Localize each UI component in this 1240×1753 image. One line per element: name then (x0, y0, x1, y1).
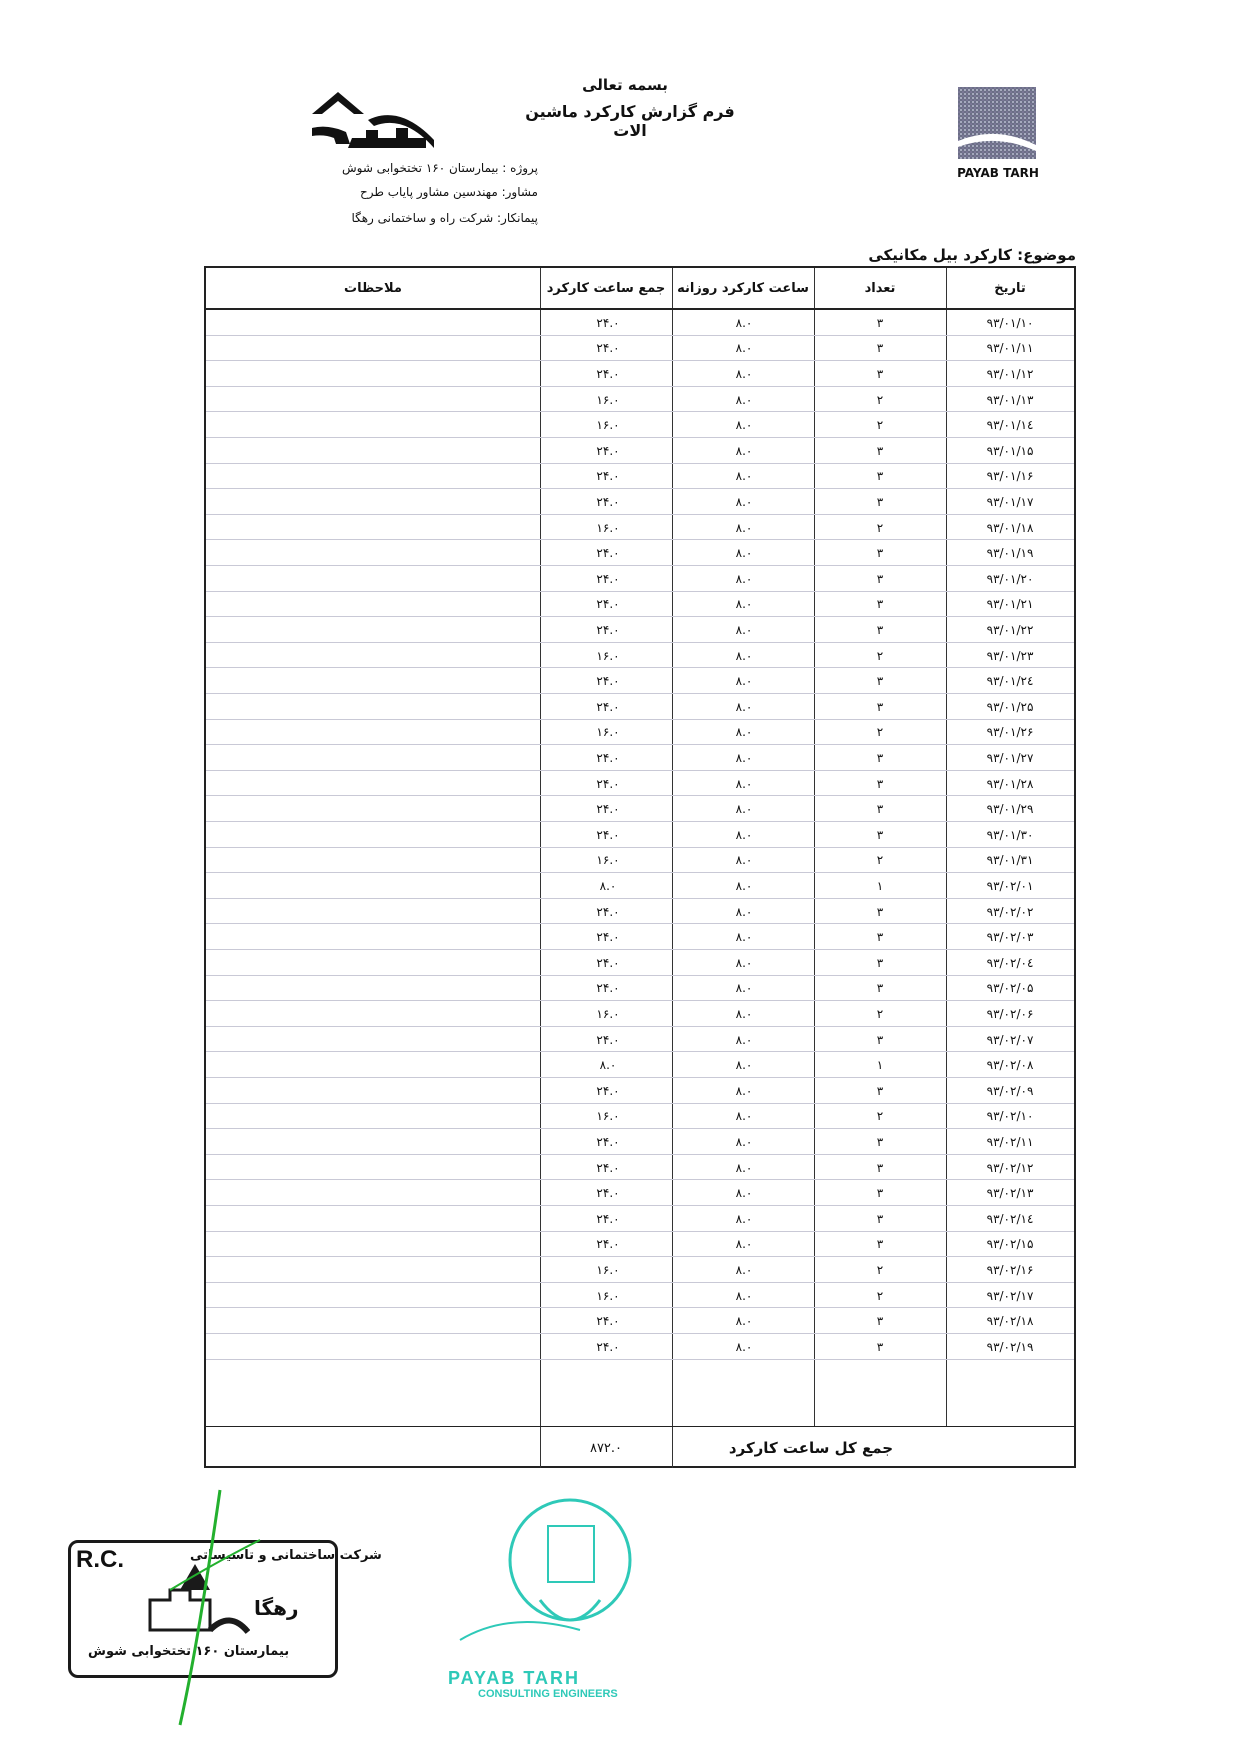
rahga-logo (308, 84, 438, 156)
notes-cell (206, 540, 540, 566)
rc-stamp-name: رهگا (254, 1596, 299, 1620)
daily-hours-cell: ۸.۰ (735, 802, 753, 817)
daily-hours-cell: ۸.۰ (735, 674, 753, 689)
table-row (206, 1104, 1074, 1130)
count-cell: ۳ (876, 776, 884, 791)
daily-hours-cell: ۸.۰ (735, 1134, 753, 1149)
count-cell: ۳ (876, 930, 884, 945)
row-rule (206, 1359, 1074, 1360)
count-cell: ۳ (876, 699, 884, 714)
total-hours-cell: ۱۶.۰ (596, 392, 620, 407)
date-cell: ۹۳/۰۲/۰۶ (986, 1006, 1034, 1021)
daily-hours-cell: ۸.۰ (735, 1288, 753, 1303)
total-hours-cell: ۲۴.۰ (596, 1237, 620, 1252)
total-hours-cell: ۲۴.۰ (596, 597, 620, 612)
count-cell: ۲ (876, 520, 884, 535)
notes-cell (206, 1206, 540, 1232)
total-hours-cell: ۲۴.۰ (596, 750, 620, 765)
daily-hours-cell: ۸.۰ (735, 597, 753, 612)
notes-cell (206, 924, 540, 950)
grand-total-label: جمع کل ساعت کارکرد (728, 1439, 894, 1457)
table-row (206, 1027, 1074, 1053)
date-cell: ۹۳/۰۲/۱۰ (986, 1109, 1034, 1124)
count-cell: ۳ (876, 1134, 884, 1149)
notes-cell (206, 1180, 540, 1206)
daily-hours-cell: ۸.۰ (735, 1262, 753, 1277)
table-row (206, 745, 1074, 771)
total-hours-cell: ۲۴.۰ (596, 955, 620, 970)
total-hours-cell: ۲۴.۰ (596, 315, 620, 330)
table-row (206, 1283, 1074, 1309)
table-row (206, 515, 1074, 541)
header-daily-hours: ساعت کارکرد روزانه (677, 280, 809, 296)
date-cell: ۹۳/۰۱/۱۸ (986, 520, 1034, 535)
date-cell: ۹۳/۰۲/۱۱ (986, 1134, 1034, 1149)
count-cell: ۳ (876, 981, 884, 996)
date-cell: ۹۳/۰۲/۰۳ (986, 930, 1034, 945)
count-cell: ۳ (876, 443, 884, 458)
total-hours-cell: ۱۶.۰ (596, 520, 620, 535)
daily-hours-cell: ۸.۰ (735, 699, 753, 714)
total-hours-cell: ۱۶.۰ (596, 648, 620, 663)
date-cell: ۹۳/۰۱/۱۹ (986, 546, 1034, 561)
notes-cell (206, 745, 540, 771)
notes-cell (206, 1232, 540, 1258)
table-row (206, 617, 1074, 643)
notes-cell (206, 848, 540, 874)
notes-cell (206, 796, 540, 822)
payab-stamp-subtitle: CONSULTING ENGINEERS (478, 1688, 618, 1700)
table-row (206, 1180, 1074, 1206)
date-cell: ۹۳/۰۲/۰٤ (986, 955, 1034, 970)
count-cell: ۳ (876, 827, 884, 842)
notes-cell (206, 643, 540, 669)
notes-cell (206, 873, 540, 899)
date-cell: ۹۳/۰۲/۰۵ (986, 981, 1034, 996)
notes-cell (206, 822, 540, 848)
total-hours-cell: ۲۴.۰ (596, 904, 620, 919)
notes-cell (206, 771, 540, 797)
table-row (206, 822, 1074, 848)
date-cell: ۹۳/۰۱/۲۲ (986, 622, 1034, 637)
total-hours-cell: ۲۴.۰ (596, 1083, 620, 1098)
notes-cell (206, 1283, 540, 1309)
table-row (206, 643, 1074, 669)
daily-hours-cell: ۸.۰ (735, 1083, 753, 1098)
count-cell: ۲ (876, 1006, 884, 1021)
daily-hours-cell: ۸.۰ (735, 546, 753, 561)
daily-hours-cell: ۸.۰ (735, 955, 753, 970)
work-report-table (204, 266, 1076, 1468)
date-cell: ۹۳/۰۲/۱۲ (986, 1160, 1034, 1175)
notes-cell (206, 310, 540, 336)
count-cell: ۲ (876, 1288, 884, 1303)
table-row (206, 438, 1074, 464)
table-row (206, 1155, 1074, 1181)
total-hours-cell: ۱۶.۰ (596, 1006, 620, 1021)
total-hours-cell: ۲۴.۰ (596, 674, 620, 689)
header-total-hours: جمع ساعت کارکرد (546, 280, 666, 296)
table-row (206, 1078, 1074, 1104)
subject-line: موضوع: کارکرد بیل مکانیکی (868, 246, 1076, 264)
count-cell: ۳ (876, 1211, 884, 1226)
total-hours-cell: ۲۴.۰ (596, 1186, 620, 1201)
table-row (206, 1206, 1074, 1232)
notes-cell (206, 1257, 540, 1283)
count-cell: ۳ (876, 1160, 884, 1175)
total-hours-cell: ۱۶.۰ (596, 418, 620, 433)
count-cell: ۳ (876, 904, 884, 919)
date-cell: ۹۳/۰۱/۲۷ (986, 750, 1034, 765)
date-cell: ۹۳/۰۲/۰۷ (986, 1032, 1034, 1047)
notes-cell (206, 412, 540, 438)
consultant-line: مشاور: مهندسین مشاور پایاب طرح (360, 185, 538, 199)
date-cell: ۹۳/۰۲/۰۱ (986, 878, 1034, 893)
notes-cell (206, 1104, 540, 1130)
total-hours-cell: ۱۶.۰ (596, 853, 620, 868)
count-cell: ۳ (876, 494, 884, 509)
total-hours-cell: ۲۴.۰ (596, 930, 620, 945)
count-cell: ۳ (876, 1314, 884, 1329)
date-cell: ۹۳/۰۱/۱٤ (986, 418, 1034, 433)
date-cell: ۹۳/۰۲/۰۸ (986, 1058, 1034, 1073)
notes-cell (206, 1027, 540, 1053)
table-row (206, 899, 1074, 925)
notes-cell (206, 387, 540, 413)
header-date: تاریخ (994, 280, 1026, 296)
total-hours-cell: ۲۴.۰ (596, 366, 620, 381)
notes-cell (206, 361, 540, 387)
table-row (206, 694, 1074, 720)
count-cell: ۳ (876, 955, 884, 970)
total-hours-cell: ۲۴.۰ (596, 1032, 620, 1047)
daily-hours-cell: ۸.۰ (735, 1058, 753, 1073)
total-hours-cell: ۲۴.۰ (596, 1134, 620, 1149)
table-row (206, 924, 1074, 950)
table-row (206, 1308, 1074, 1334)
notes-cell (206, 668, 540, 694)
total-hours-cell: ۲۴.۰ (596, 546, 620, 561)
total-hours-cell: ۲۴.۰ (596, 443, 620, 458)
daily-hours-cell: ۸.۰ (735, 622, 753, 637)
date-cell: ۹۳/۰۱/۱۱ (986, 341, 1034, 356)
table-row (206, 336, 1074, 362)
daily-hours-cell: ۸.۰ (735, 853, 753, 868)
table-row (206, 1129, 1074, 1155)
total-hours-cell: ۸.۰ (599, 1058, 617, 1073)
date-cell: ۹۳/۰۲/۱۶ (986, 1262, 1034, 1277)
total-hours-cell: ۲۴.۰ (596, 776, 620, 791)
payab-tarh-label: PAYAB TARH (957, 166, 1039, 180)
date-cell: ۹۳/۰۱/۲۳ (986, 648, 1034, 663)
table-row (206, 1232, 1074, 1258)
total-hours-cell: ۲۴.۰ (596, 802, 620, 817)
daily-hours-cell: ۸.۰ (735, 776, 753, 791)
count-cell: ۳ (876, 341, 884, 356)
total-hours-cell: ۲۴.۰ (596, 469, 620, 484)
notes-cell (206, 1001, 540, 1027)
notes-cell (206, 1334, 540, 1360)
contractor-line: پیمانکار: شرکت راه و ساختمانی رهگا (351, 211, 538, 225)
count-cell: ۳ (876, 597, 884, 612)
notes-cell (206, 438, 540, 464)
date-cell: ۹۳/۰۱/۲۰ (986, 571, 1034, 586)
total-hours-cell: ۸.۰ (599, 878, 617, 893)
table-row (206, 720, 1074, 746)
daily-hours-cell: ۸.۰ (735, 725, 753, 740)
daily-hours-cell: ۸.۰ (735, 520, 753, 535)
daily-hours-cell: ۸.۰ (735, 981, 753, 996)
date-cell: ۹۳/۰۱/۲۸ (986, 776, 1034, 791)
total-hours-cell: ۲۴.۰ (596, 981, 620, 996)
table-row (206, 412, 1074, 438)
header-notes: ملاحظات (344, 280, 402, 296)
grand-total-row (206, 1426, 1074, 1469)
daily-hours-cell: ۸.۰ (735, 1006, 753, 1021)
count-cell: ۳ (876, 750, 884, 765)
notes-cell (206, 1308, 540, 1334)
form-title: فرم گزارش کارکرد ماشین الات (525, 102, 735, 140)
daily-hours-cell: ۸.۰ (735, 904, 753, 919)
rc-stamp-project: بیمارستان ۱۶۰ تختخوابی شوش (88, 1644, 290, 1659)
count-cell: ۳ (876, 1339, 884, 1354)
table-row (206, 771, 1074, 797)
notes-cell (206, 720, 540, 746)
daily-hours-cell: ۸.۰ (735, 418, 753, 433)
count-cell: ۳ (876, 1186, 884, 1201)
count-cell: ۲ (876, 1262, 884, 1277)
notes-cell (206, 464, 540, 490)
date-cell: ۹۳/۰۱/۲٤ (986, 674, 1034, 689)
notes-cell (206, 976, 540, 1002)
total-hours-cell: ۲۴.۰ (596, 622, 620, 637)
date-cell: ۹۳/۰۱/۱۶ (986, 469, 1034, 484)
rc-stamp-company: شرکت ساختمانی و تاسیساتی (190, 1548, 382, 1563)
count-cell: ۳ (876, 366, 884, 381)
total-hours-cell: ۲۴.۰ (596, 699, 620, 714)
daily-hours-cell: ۸.۰ (735, 1237, 753, 1252)
total-hours-cell: ۲۴.۰ (596, 571, 620, 586)
notes-cell (206, 617, 540, 643)
total-hours-cell: ۱۶.۰ (596, 725, 620, 740)
table-row (206, 848, 1074, 874)
notes-cell (206, 336, 540, 362)
daily-hours-cell: ۸.۰ (735, 1186, 753, 1201)
date-cell: ۹۳/۰۱/۱۰ (986, 315, 1034, 330)
table-row (206, 976, 1074, 1002)
date-cell: ۹۳/۰۱/۱۳ (986, 392, 1034, 407)
daily-hours-cell: ۸.۰ (735, 1109, 753, 1124)
total-hours-cell: ۲۴.۰ (596, 494, 620, 509)
count-cell: ۲ (876, 1109, 884, 1124)
date-cell: ۹۳/۰۲/۱٤ (986, 1211, 1034, 1226)
notes-cell (206, 1052, 540, 1078)
notes-cell (206, 1129, 540, 1155)
grand-total-value: ۸۷۲.۰ (589, 1440, 623, 1456)
date-cell: ۹۳/۰۱/۲۶ (986, 725, 1034, 740)
total-hours-cell: ۱۶.۰ (596, 1262, 620, 1277)
notes-cell (206, 1078, 540, 1104)
date-cell: ۹۳/۰۱/۳۱ (986, 853, 1034, 868)
notes-cell (206, 566, 540, 592)
date-cell: ۹۳/۰۲/۱۵ (986, 1237, 1034, 1252)
table-row (206, 1052, 1074, 1078)
date-cell: ۹۳/۰۱/۱۵ (986, 443, 1034, 458)
table-row (206, 1257, 1074, 1283)
date-cell: ۹۳/۰۲/۱۷ (986, 1288, 1034, 1303)
table-row (206, 1001, 1074, 1027)
date-cell: ۹۳/۰۱/۲۹ (986, 802, 1034, 817)
table-row (206, 873, 1074, 899)
daily-hours-cell: ۸.۰ (735, 750, 753, 765)
daily-hours-cell: ۸.۰ (735, 392, 753, 407)
notes-cell (206, 950, 540, 976)
total-hours-cell: ۲۴.۰ (596, 1211, 620, 1226)
daily-hours-cell: ۸.۰ (735, 315, 753, 330)
count-cell: ۱ (876, 1058, 884, 1073)
date-cell: ۹۳/۰۲/۰۲ (986, 904, 1034, 919)
project-line: پروژه : بیمارستان ۱۶۰ تختخوابی شوش (341, 161, 538, 175)
header-count: تعداد (864, 280, 896, 296)
green-signature (150, 1480, 270, 1730)
count-cell: ۲ (876, 725, 884, 740)
daily-hours-cell: ۸.۰ (735, 1032, 753, 1047)
daily-hours-cell: ۸.۰ (735, 366, 753, 381)
count-cell: ۳ (876, 546, 884, 561)
date-cell: ۹۳/۰۱/۱۷ (986, 494, 1034, 509)
count-cell: ۲ (876, 418, 884, 433)
count-cell: ۲ (876, 853, 884, 868)
daily-hours-cell: ۸.۰ (735, 571, 753, 586)
table-row (206, 592, 1074, 618)
daily-hours-cell: ۸.۰ (735, 1160, 753, 1175)
date-cell: ۹۳/۰۲/۱۳ (986, 1186, 1034, 1201)
daily-hours-cell: ۸.۰ (735, 443, 753, 458)
table-row (206, 566, 1074, 592)
total-hours-cell: ۱۶.۰ (596, 1288, 620, 1303)
notes-cell (206, 489, 540, 515)
count-cell: ۳ (876, 622, 884, 637)
count-cell: ۳ (876, 1083, 884, 1098)
bismillah-heading: بسمه تعالی (582, 76, 668, 94)
notes-cell (206, 592, 540, 618)
table-row (206, 950, 1074, 976)
date-cell: ۹۳/۰۲/۱۸ (986, 1314, 1034, 1329)
daily-hours-cell: ۸.۰ (735, 341, 753, 356)
notes-cell (206, 694, 540, 720)
table-row (206, 540, 1074, 566)
table-row (206, 361, 1074, 387)
notes-cell (206, 899, 540, 925)
total-hours-cell: ۲۴.۰ (596, 827, 620, 842)
date-cell: ۹۳/۰۲/۱۹ (986, 1339, 1034, 1354)
daily-hours-cell: ۸.۰ (735, 1314, 753, 1329)
payab-tarh-logo (956, 85, 1038, 161)
total-hours-cell: ۲۴.۰ (596, 341, 620, 356)
daily-hours-cell: ۸.۰ (735, 494, 753, 509)
notes-cell (206, 515, 540, 541)
count-cell: ۲ (876, 392, 884, 407)
count-cell: ۳ (876, 674, 884, 689)
daily-hours-cell: ۸.۰ (735, 930, 753, 945)
notes-cell (206, 1155, 540, 1181)
table-row (206, 1334, 1074, 1360)
daily-hours-cell: ۸.۰ (735, 469, 753, 484)
daily-hours-cell: ۸.۰ (735, 878, 753, 893)
date-cell: ۹۳/۰۲/۰۹ (986, 1083, 1034, 1098)
count-cell: ۳ (876, 469, 884, 484)
date-cell: ۹۳/۰۱/۲۵ (986, 699, 1034, 714)
date-cell: ۹۳/۰۱/۲۱ (986, 597, 1034, 612)
daily-hours-cell: ۸.۰ (735, 1339, 753, 1354)
daily-hours-cell: ۸.۰ (735, 1211, 753, 1226)
total-hours-cell: ۲۴.۰ (596, 1314, 620, 1329)
total-hours-cell: ۱۶.۰ (596, 1109, 620, 1124)
rc-stamp-label: R.C. (76, 1546, 124, 1573)
count-cell: ۲ (876, 648, 884, 663)
date-cell: ۹۳/۰۱/۱۲ (986, 366, 1034, 381)
daily-hours-cell: ۸.۰ (735, 827, 753, 842)
payab-stamp-label: PAYAB TARH (448, 1668, 581, 1688)
count-cell: ۳ (876, 1237, 884, 1252)
table-row (206, 796, 1074, 822)
total-hours-cell: ۲۴.۰ (596, 1160, 620, 1175)
daily-hours-cell: ۸.۰ (735, 648, 753, 663)
count-cell: ۳ (876, 315, 884, 330)
count-cell: ۳ (876, 802, 884, 817)
table-row (206, 387, 1074, 413)
table-row (206, 310, 1074, 336)
count-cell: ۳ (876, 571, 884, 586)
table-row (206, 668, 1074, 694)
count-cell: ۱ (876, 878, 884, 893)
total-hours-cell: ۲۴.۰ (596, 1339, 620, 1354)
table-row (206, 464, 1074, 490)
date-cell: ۹۳/۰۱/۳۰ (986, 827, 1034, 842)
count-cell: ۳ (876, 1032, 884, 1047)
table-row (206, 489, 1074, 515)
